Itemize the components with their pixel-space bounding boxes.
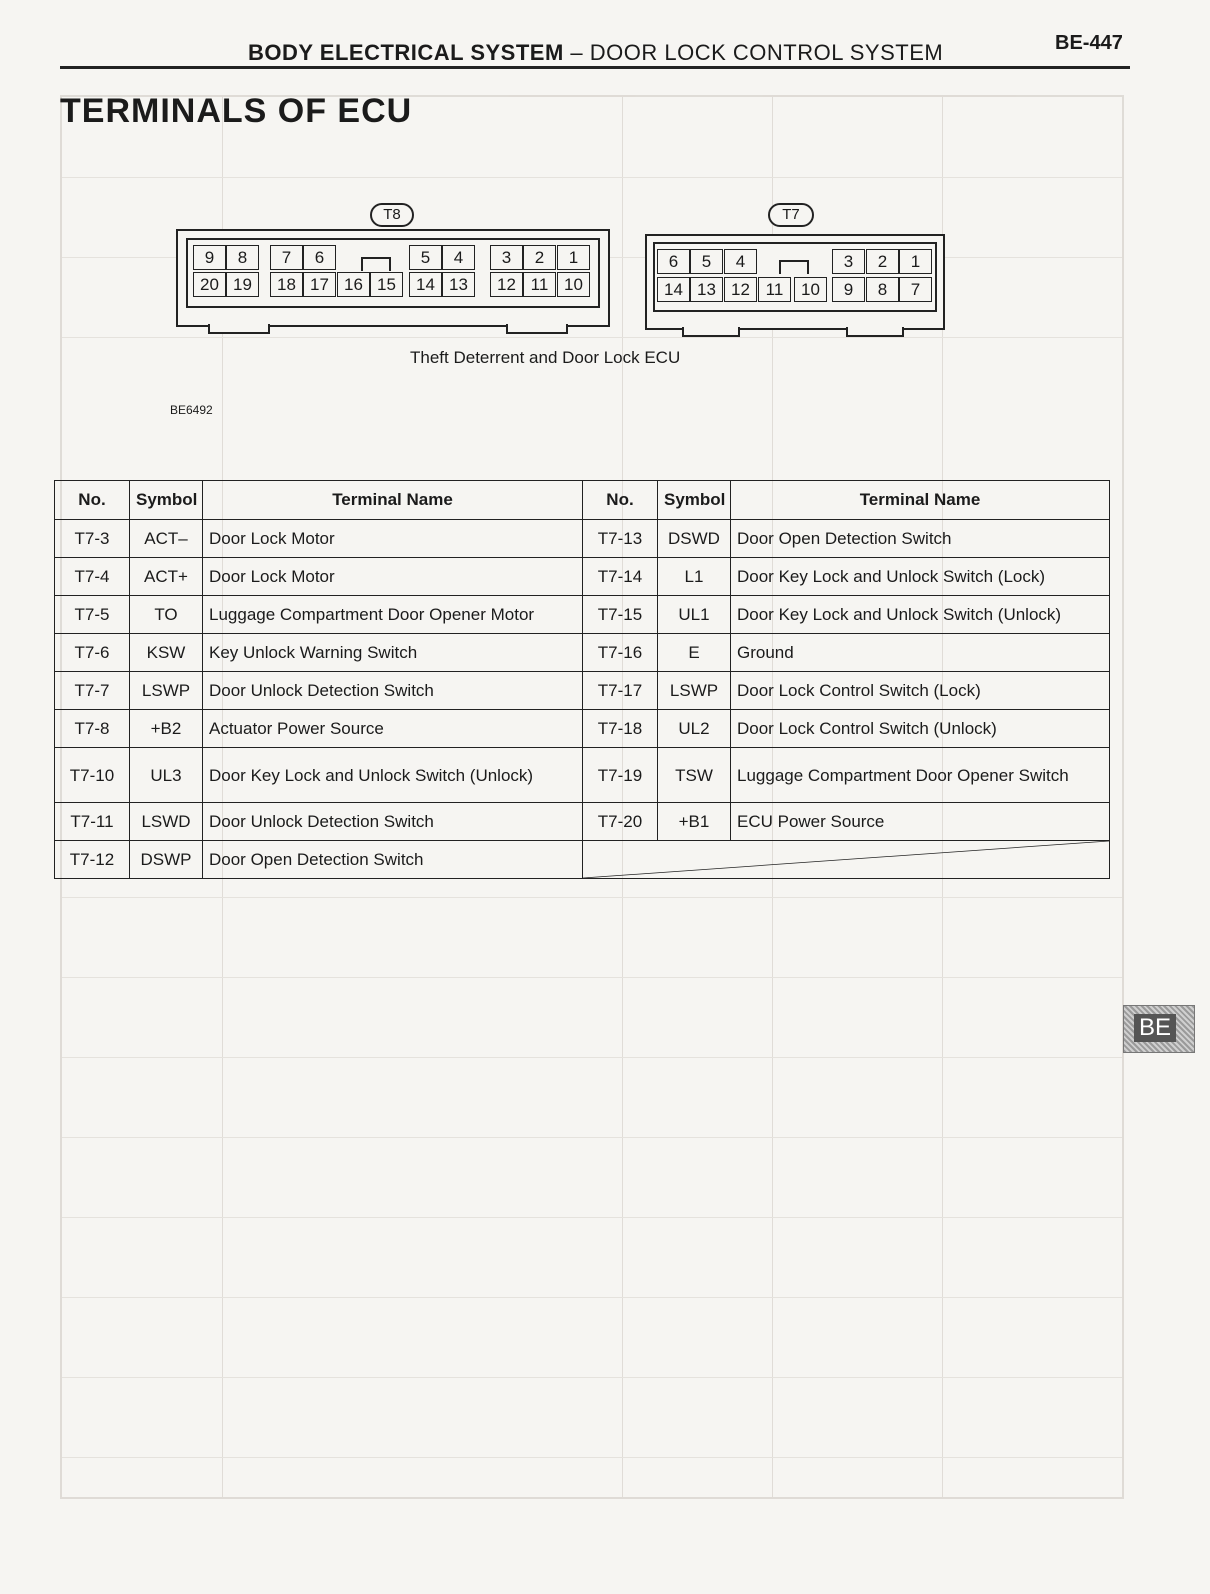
terminal-name: ECU Power Source xyxy=(731,803,1110,841)
connector-pin: 3 xyxy=(832,249,865,274)
terminal-symbol: DSWD xyxy=(658,520,731,558)
connector-t7-label: T7 xyxy=(768,203,814,227)
connector-pin: 2 xyxy=(866,249,899,274)
terminal-symbol: KSW xyxy=(130,634,203,672)
terminal-no: T7-8 xyxy=(55,710,130,748)
section-title: TERMINALS OF ECU xyxy=(60,92,413,130)
terminal-symbol: LSWD xyxy=(130,803,203,841)
table-row xyxy=(55,748,1110,803)
terminal-no: T7-14 xyxy=(583,558,658,596)
terminal-symbol: UL1 xyxy=(658,596,731,634)
terminal-no: T7-5 xyxy=(55,596,130,634)
terminal-symbol: DSWP xyxy=(130,841,203,879)
connector-pin: 13 xyxy=(690,277,723,302)
connector-pin: 1 xyxy=(899,249,932,274)
terminal-name: Key Unlock Warning Switch xyxy=(203,634,583,672)
table-row xyxy=(55,634,1110,672)
terminal-no: T7-13 xyxy=(583,520,658,558)
table-row xyxy=(55,841,1110,879)
terminal-symbol: ACT+ xyxy=(130,558,203,596)
connector-pin: 12 xyxy=(490,272,523,297)
connector-pin: 5 xyxy=(409,245,442,270)
terminal-name: Luggage Compartment Door Opener Switch xyxy=(731,748,1110,803)
terminal-symbol: ACT– xyxy=(130,520,203,558)
terminal-no: T7-20 xyxy=(583,803,658,841)
terminal-no: T7-4 xyxy=(55,558,130,596)
section-tab: BE xyxy=(1123,1005,1195,1053)
empty-cell xyxy=(583,841,1110,879)
terminal-name: Door Unlock Detection Switch xyxy=(203,672,583,710)
terminal-name: Actuator Power Source xyxy=(203,710,583,748)
terminal-no: T7-6 xyxy=(55,634,130,672)
terminal-no: T7-7 xyxy=(55,672,130,710)
terminal-symbol: UL2 xyxy=(658,710,731,748)
terminal-symbol: TSW xyxy=(658,748,731,803)
header-title: BODY ELECTRICAL SYSTEM – DOOR LOCK CONTROL SYSTEM xyxy=(248,40,944,65)
terminal-no: T7-11 xyxy=(55,803,130,841)
terminal-symbol: TO xyxy=(130,596,203,634)
connector-pin: 4 xyxy=(724,249,757,274)
header-terminal-name: Terminal Name xyxy=(731,481,1110,520)
terminal-no: T7-10 xyxy=(55,748,130,803)
connector-pin: 14 xyxy=(657,277,690,302)
header-symbol: Symbol xyxy=(130,481,203,520)
header-no: No. xyxy=(583,481,658,520)
table-row xyxy=(55,803,1110,841)
connector-pin: 10 xyxy=(557,272,590,297)
page-number: BE-447 xyxy=(1055,32,1123,54)
header-symbol: Symbol xyxy=(658,481,731,520)
table-header-row xyxy=(55,481,1110,520)
connector-pin: 8 xyxy=(226,245,259,270)
terminal-symbol: LSWP xyxy=(130,672,203,710)
terminal-no: T7-15 xyxy=(583,596,658,634)
connector-pin: 13 xyxy=(442,272,475,297)
table-row xyxy=(55,596,1110,634)
connector-pin: 17 xyxy=(303,272,336,297)
terminal-name: Door Unlock Detection Switch xyxy=(203,803,583,841)
terminal-symbol: UL3 xyxy=(130,748,203,803)
figure-code: BE6492 xyxy=(170,403,213,417)
terminal-symbol: +B1 xyxy=(658,803,731,841)
connector-pin: 4 xyxy=(442,245,475,270)
connector-pin: 9 xyxy=(193,245,226,270)
header-terminal-name: Terminal Name xyxy=(203,481,583,520)
header-no: No. xyxy=(55,481,130,520)
table-row xyxy=(55,672,1110,710)
connector-pin: 6 xyxy=(303,245,336,270)
terminal-name: Door Lock Control Switch (Lock) xyxy=(731,672,1110,710)
terminal-symbol: +B2 xyxy=(130,710,203,748)
terminal-no: T7-3 xyxy=(55,520,130,558)
terminal-name: Door Key Lock and Unlock Switch (Unlock) xyxy=(203,748,583,803)
terminal-symbol: E xyxy=(658,634,731,672)
terminal-name: Door Lock Control Switch (Unlock) xyxy=(731,710,1110,748)
terminals-table xyxy=(54,480,1110,879)
connector-pin: 14 xyxy=(409,272,442,297)
table-row xyxy=(55,558,1110,596)
terminal-name: Luggage Compartment Door Opener Motor xyxy=(203,596,583,634)
terminal-name: Ground xyxy=(731,634,1110,672)
ecu-caption: Theft Deterrent and Door Lock ECU xyxy=(410,348,681,367)
terminal-name: Door Lock Motor xyxy=(203,558,583,596)
connector-pin: 16 xyxy=(337,272,370,297)
connector-pin: 11 xyxy=(758,277,791,302)
connector-pin: 8 xyxy=(866,277,899,302)
connector-pin: 6 xyxy=(657,249,690,274)
connector-pin: 9 xyxy=(832,277,865,302)
table-row xyxy=(55,520,1110,558)
terminal-no: T7-12 xyxy=(55,841,130,879)
connector-pin: 5 xyxy=(690,249,723,274)
connector-pin: 20 xyxy=(193,272,226,297)
connector-pin: 7 xyxy=(270,245,303,270)
connector-pin: 3 xyxy=(490,245,523,270)
table-row xyxy=(55,710,1110,748)
connector-pin: 7 xyxy=(899,277,932,302)
terminal-name: Door Key Lock and Unlock Switch (Lock) xyxy=(731,558,1110,596)
terminal-name: Door Lock Motor xyxy=(203,520,583,558)
connector-pin: 19 xyxy=(226,272,259,297)
terminal-name: Door Open Detection Switch xyxy=(731,520,1110,558)
connector-pin: 12 xyxy=(724,277,757,302)
terminal-symbol: L1 xyxy=(658,558,731,596)
connector-t8-label: T8 xyxy=(370,203,414,227)
connector-pin: 1 xyxy=(557,245,590,270)
connector-pin: 2 xyxy=(523,245,556,270)
terminal-no: T7-17 xyxy=(583,672,658,710)
connector-pin: 15 xyxy=(370,272,403,297)
terminal-no: T7-16 xyxy=(583,634,658,672)
connector-pin: 18 xyxy=(270,272,303,297)
terminal-no: T7-19 xyxy=(583,748,658,803)
terminal-name: Door Key Lock and Unlock Switch (Unlock) xyxy=(731,596,1110,634)
terminal-symbol: LSWP xyxy=(658,672,731,710)
terminal-name: Door Open Detection Switch xyxy=(203,841,583,879)
header-rule xyxy=(60,66,1130,69)
connector-pin: 10 xyxy=(794,277,827,302)
connector-pin: 11 xyxy=(523,272,556,297)
terminal-no: T7-18 xyxy=(583,710,658,748)
